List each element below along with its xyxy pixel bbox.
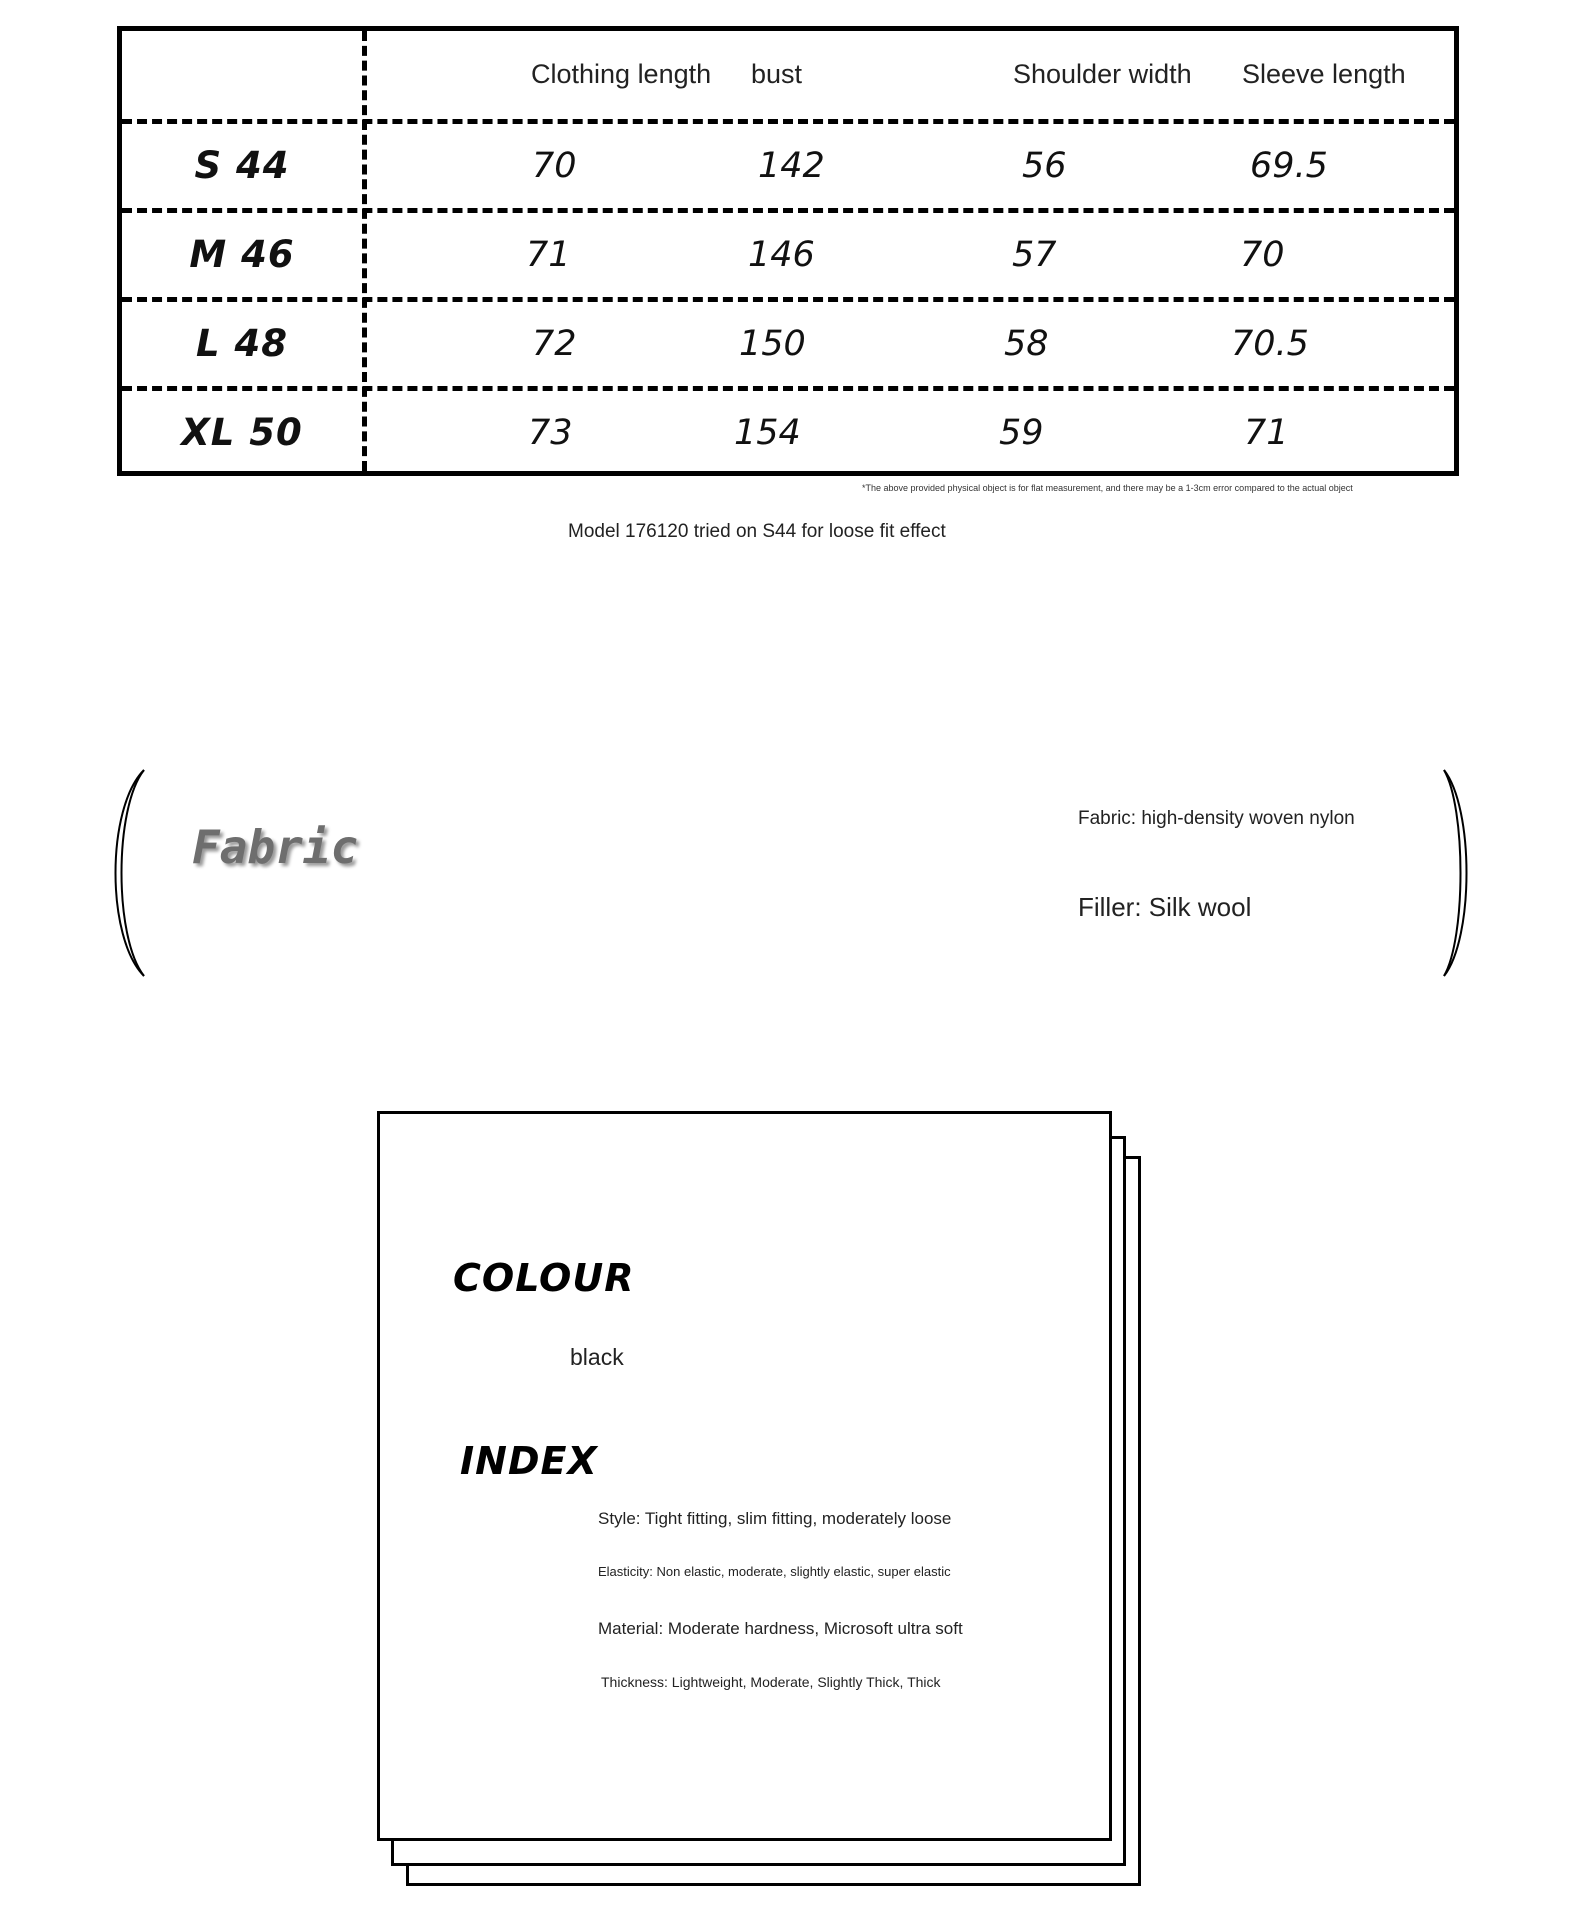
shoulder-width-value: 57 [1012,235,1057,275]
table-row [122,391,1454,480]
index-thickness: Thickness: Lightweight, Moderate, Slightly Thick, Thick [601,1674,941,1690]
shoulder-width-value: 59 [999,413,1044,453]
sleeve-length-value: 70.5 [1231,324,1309,364]
size-label: M 46 [189,233,295,276]
table-row [122,213,1454,302]
size-label: S 44 [194,144,290,187]
size-label: L 48 [196,322,288,365]
header-sleeve-length: Sleeve length [1242,59,1406,89]
shoulder-width-value: 58 [1004,324,1049,364]
size-table [117,26,1459,476]
index-elasticity: Elasticity: Non elastic, moderate, slightly elastic, super elastic [598,1564,951,1579]
header-shoulder-width: Shoulder width [1013,59,1192,89]
sleeve-length-value: 69.5 [1250,146,1328,186]
fabric-filler: Filler: Silk wool [1078,892,1252,922]
measurement-note: *The above provided physical object is for flat measurement, and there may be a 1-3cm error compared to the actual object [862,483,1353,493]
shoulder-width-value: 56 [1022,146,1067,186]
colour-index-card [377,1111,1147,1891]
clothing-length-value: 73 [528,413,573,453]
bust-value: 154 [734,413,801,453]
bust-value: 150 [739,324,806,364]
index-material: Material: Moderate hardness, Microsoft ultra soft [598,1619,963,1638]
card-front [377,1111,1112,1841]
header-bust: bust [751,59,803,89]
clothing-length-value: 71 [526,235,571,275]
fabric-title: Fabric [192,820,359,874]
table-row [122,124,1454,213]
clothing-length-value: 72 [532,324,577,364]
bust-value: 142 [758,146,825,186]
index-heading: INDEX [460,1439,598,1483]
size-label: XL 50 [181,411,303,454]
table-header-row [122,31,1454,123]
fabric-material: Fabric: high-density woven nylon [1078,808,1355,829]
header-clothing-length: Clothing length [531,59,712,89]
bust-value: 146 [748,235,815,275]
colour-value: black [570,1344,624,1370]
clothing-length-value: 70 [532,146,577,186]
sleeve-length-value: 70 [1240,235,1285,275]
model-fit-note: Model 176120 tried on S44 for loose fit effect [568,521,946,542]
sleeve-length-value: 71 [1244,413,1289,453]
index-style: Style: Tight fitting, slim fitting, moderately loose [598,1509,952,1528]
fabric-section [104,768,1476,978]
colour-heading: COLOUR [453,1256,635,1300]
table-row [122,302,1454,391]
left-bracket-inner [122,770,145,976]
